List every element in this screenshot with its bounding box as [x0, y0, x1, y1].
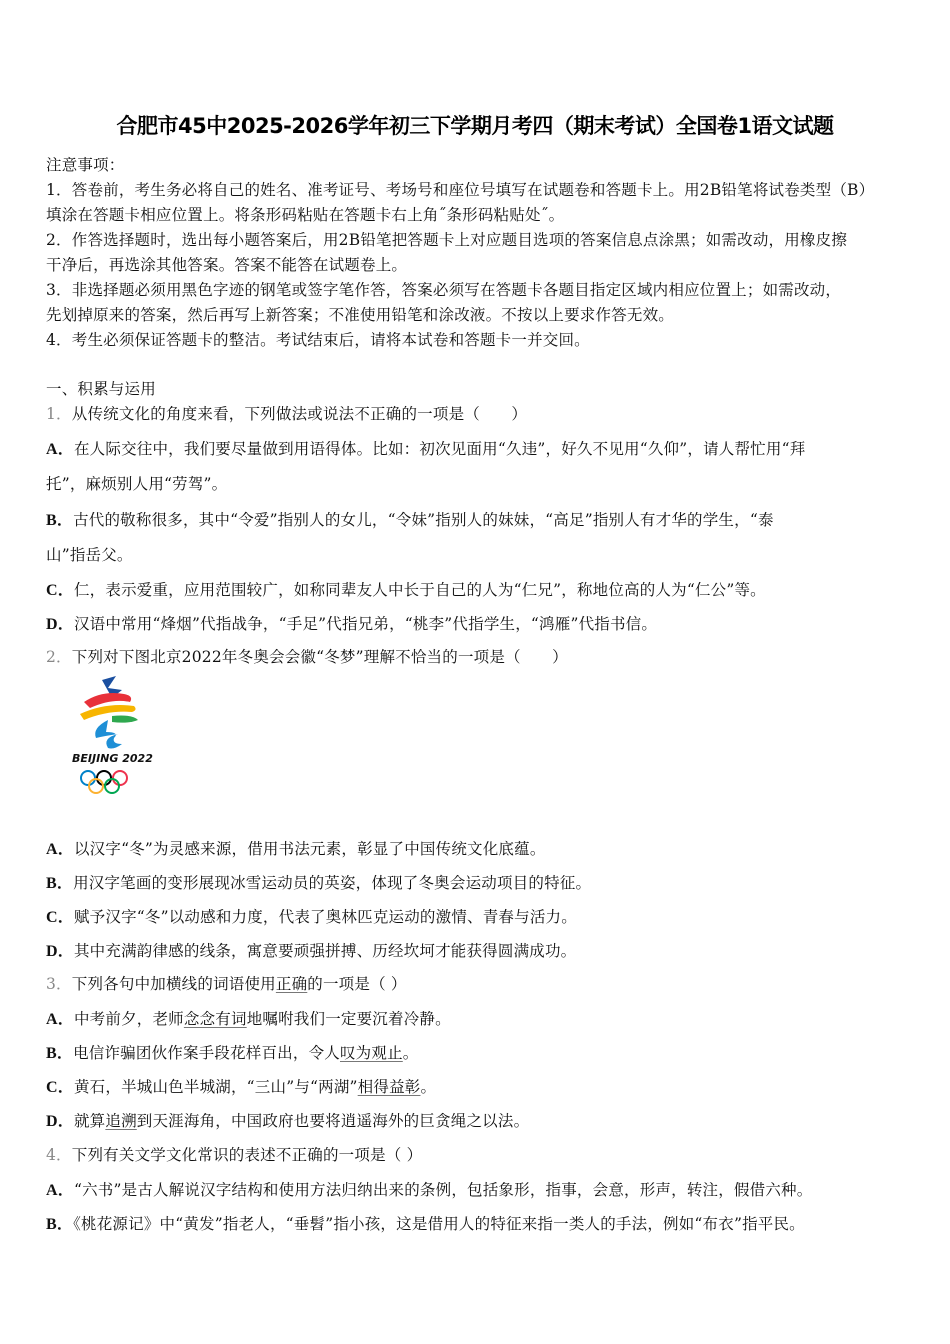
question-text: 从传统文化的角度来看，下列做法或说法不正确的一项是（ ）: [71, 405, 528, 423]
option-letter: A．: [46, 841, 74, 858]
q3-option-d: [46, 1108, 529, 1131]
option-text: 《桃花源记》中“黄发”指老人，“垂髫”指小孩，这是借用人的特征来指一类人的手法，例如“布衣”指平民。: [73, 1215, 805, 1233]
option-letter: C．: [46, 1079, 74, 1096]
question-number: 1．: [46, 405, 72, 423]
question-number: 2．: [46, 648, 72, 666]
exam-title: 合肥市45中2025-2026学年初三下学期月考四（期末考试）全国卷1语文试题: [116, 114, 834, 138]
option-text: 。: [402, 1044, 419, 1062]
notice-line: 3．非选择题必须用黑色字迹的钢笔或签字笔作答，答案必须写在答题卡各题目指定区域内相应位置上；如需改动，: [46, 281, 842, 299]
notice-line: 1．答卷前，考生务必将自己的姓名、准考证号、考场号和座位号填写在试题卷和答题卡上。用2B铅笔将试卷类型（B）: [46, 181, 875, 199]
q1-option-c: [46, 577, 766, 600]
option-text: 黄石，半城山色半城湖，“三山”与“两湖”: [73, 1078, 358, 1096]
option-letter: B．: [46, 1045, 74, 1062]
question-4-stem: [46, 1143, 422, 1165]
option-text: 。: [420, 1078, 437, 1096]
notice-line: 填涂在答题卡相应位置上。将条形码粘贴在答题卡右上角˝条形码粘贴处˝。: [46, 206, 565, 224]
option-text: 就算: [73, 1112, 106, 1130]
option-letter: B．: [46, 512, 74, 529]
q2-option-a: [46, 836, 546, 859]
question-2-stem: [46, 645, 568, 667]
q1-option-d: [46, 611, 657, 634]
option-text: 到天涯海角，中国政府也要将逍遥海外的巨贪绳之以法。: [136, 1112, 530, 1130]
option-text: 赋予汉字“冬”以动感和力度，代表了奥林匹克运动的激情、青春与活力。: [73, 908, 577, 926]
notice-line: 2．作答选择题时，选出每小题答案后，用2B铅笔把答题卡上对应题目选项的答案信息点涂黑；如需改动，用橡皮擦: [46, 231, 848, 249]
question-number: 4．: [46, 1146, 72, 1164]
q1-option-b: [46, 507, 774, 530]
question-text: 下列对下图北京2022年冬奥会会徽“冬梦”理解不恰当的一项是（ ）: [71, 648, 568, 666]
option-letter: B．: [46, 1216, 74, 1233]
question-text: 的一项是（ ）: [307, 975, 407, 993]
underlined-text: 叹为观止: [339, 1044, 403, 1062]
q1-option-a: [46, 436, 805, 459]
question-text: 下列有关文学文化常识的表述不正确的一项是（ ）: [71, 1146, 423, 1164]
option-letter: D．: [46, 1113, 74, 1130]
q2-option-c: [46, 904, 577, 927]
underlined-text: 念念有词: [183, 1010, 247, 1028]
option-letter: D．: [46, 616, 74, 633]
underlined-text: 正确: [275, 975, 308, 993]
option-text: 用汉字笔画的变形展现冰雪运动员的英姿，体现了冬奥会运动项目的特征。: [73, 874, 592, 892]
option-text: 中考前夕，老师: [73, 1010, 184, 1028]
q1-option-a-cont: 托”，麻烦别人用“劳驾”。: [46, 475, 228, 493]
option-text: 其中充满韵律感的线条，寓意要顽强拼搏、历经坎坷才能获得圆满成功。: [73, 942, 577, 960]
option-letter: A．: [46, 1011, 74, 1028]
option-text: “六书”是古人解说汉字结构和使用方法归纳出来的条例，包括象形，指事，会意，形声，转注，假借六种。: [73, 1181, 813, 1199]
q3-option-c: [46, 1074, 436, 1097]
option-text: 电信诈骗团伙作案手段花样百出，令人: [73, 1044, 340, 1062]
option-text: 仁，表示爱重，应用范围较广，如称同辈友人中长于自己的人为“仁兄”，称地位高的人为“仁公”等。: [73, 581, 766, 599]
winter-dream-emblem-icon: [72, 676, 158, 806]
option-letter: A．: [46, 1182, 74, 1199]
option-text: 在人际交往中，我们要尽量做到用语得体。比如：初次见面用“久违”，好久不见用“久仰”，请人帮忙用“拜: [73, 440, 806, 458]
notice-line: 4．考生必须保证答题卡的整洁。考试结束后，请将本试卷和答题卡一并交回。: [46, 331, 590, 349]
option-text: 汉语中常用“烽烟”代指战争，“手足”代指兄弟，“桃李”代指学生，“鸿雁”代指书信。: [73, 615, 658, 633]
question-number: 3．: [46, 975, 72, 993]
option-letter: C．: [46, 582, 74, 599]
q3-option-b: [46, 1040, 419, 1063]
question-text: 下列各句中加横线的词语使用: [71, 975, 276, 993]
option-letter: B．: [46, 875, 74, 892]
option-letter: D．: [46, 943, 74, 960]
beijing-2022-emblem: [72, 676, 158, 806]
q2-option-b: [46, 870, 591, 893]
underlined-text: 追溯: [105, 1112, 137, 1130]
option-text: 古代的敬称很多，其中“令爱”指别人的女儿，“令妹”指别人的妹妹，“高足”指别人有才华的学生，“泰: [73, 511, 774, 529]
notice-heading: 注意事项：: [46, 156, 125, 174]
question-3-stem: [46, 972, 407, 994]
q4-option-a: [46, 1177, 812, 1200]
option-text: 地嘱咐我们一定要沉着冷静。: [246, 1010, 451, 1028]
q4-option-b: [46, 1211, 805, 1234]
svg-text:BEIJING 2022: BEIJING 2022: [72, 752, 153, 765]
section-heading: 一、积累与运用: [46, 380, 156, 398]
option-text: 以汉字“冬”为灵感来源，借用书法元素，彰显了中国传统文化底蕴。: [73, 840, 546, 858]
q2-option-d: [46, 938, 576, 961]
q1-option-b-cont: 山”指岳父。: [46, 546, 133, 564]
option-letter: C．: [46, 909, 74, 926]
question-1-stem: [46, 402, 527, 424]
notice-line: 先划掉原来的答案，然后再写上新答案；不准使用铅笔和涂改液。不按以上要求作答无效。: [46, 306, 675, 324]
q3-option-a: [46, 1006, 451, 1029]
underlined-text: 相得益彰: [357, 1078, 421, 1096]
option-letter: A．: [46, 441, 74, 458]
notice-line: 干净后，再选涂其他答案。答案不能答在试题卷上。: [46, 256, 408, 274]
